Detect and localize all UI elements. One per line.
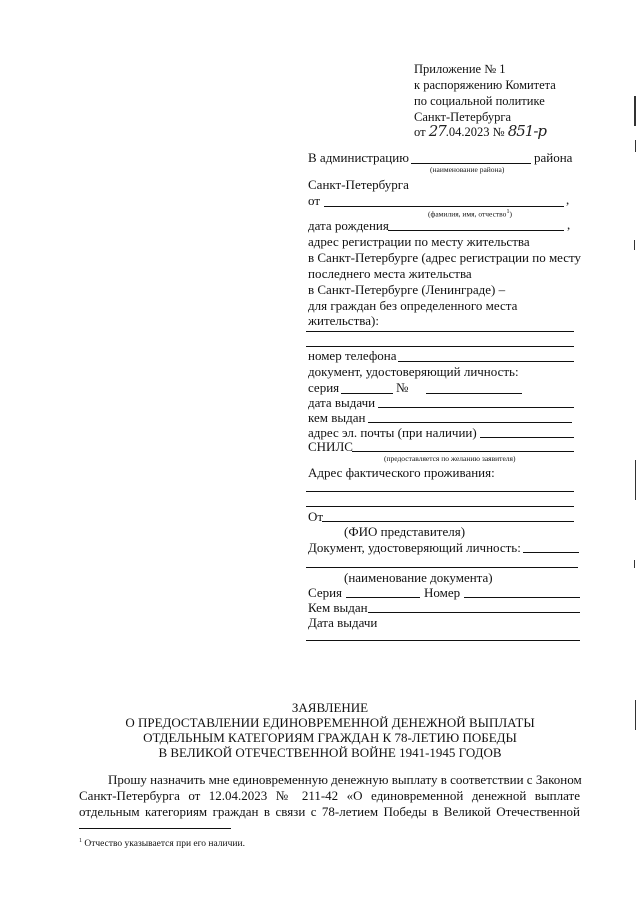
to-admin-label: В администрацию (308, 150, 409, 165)
scan-edge-mark (635, 140, 636, 152)
rep-series-field (346, 597, 420, 598)
snils-hint: (предоставляется по желанию заявителя) (384, 454, 516, 463)
statement-subtitle-1: О ПРЕДОСТАВЛЕНИИ ЕДИНОВРЕМЕННОЙ ДЕНЕЖНОЙ ВЫПЛАТЫ (125, 715, 535, 730)
footnote-divider (79, 828, 231, 829)
rep-identity-doc-label: Документ, удостоверяющий личность: (308, 540, 521, 555)
statement-title: ЗАЯВЛЕНИЕ (291, 700, 369, 715)
footnote-text: Отчество указывается при его наличии. (82, 839, 245, 850)
number-handwritten: 851-р (507, 122, 547, 140)
actual-address-field-2 (306, 506, 574, 507)
appendix-date-line (414, 124, 546, 140)
rayon-field (411, 163, 531, 164)
phone-label: номер телефона (308, 348, 397, 363)
email-label: адрес эл. почты (при наличии) (308, 425, 477, 440)
address-line-1: адрес регистрации по месту жительства (308, 234, 530, 249)
rep-issued-by-label: Кем выдан (308, 600, 368, 615)
address-line-2: в Санкт-Петербурге (адрес регистрации по месту (308, 250, 582, 265)
appendix-line-4: Санкт-Петербурга (414, 110, 512, 124)
body-line-3: отдельным категориям граждан в связи с 78-летием Победы в Великой Отечественной (79, 804, 580, 819)
spb-label: Санкт-Петербурга (308, 177, 409, 192)
body-line-2: Санкт-Петербурга от 12.04.2023 № 211-42 «О единовременной денежной выплате (79, 788, 580, 803)
appendix-line-1: Приложение № 1 (414, 62, 506, 76)
date-rest: .04.2023 № (445, 125, 505, 139)
appendix-line-3: по социальной политике (414, 94, 545, 108)
scan-edge-mark (634, 96, 636, 126)
rep-number-field (464, 597, 580, 598)
rep-series-label: Серия (308, 585, 343, 600)
scan-edge-mark (635, 460, 636, 500)
rep-ot-label: От (308, 509, 324, 524)
footnote-mark: 1 (79, 838, 82, 844)
fio-comma: , (566, 192, 570, 207)
snils-field (352, 451, 574, 452)
actual-address-label: Адрес фактического проживания: (308, 465, 495, 480)
phone-field (398, 361, 574, 362)
issue-date-label: дата выдачи (308, 395, 376, 410)
number-sign: № (396, 380, 409, 395)
appendix-line-2: к распоряжению Комитета (414, 78, 556, 92)
scan-edge-mark (634, 560, 635, 568)
birth-date-label: дата рождения (308, 218, 389, 233)
address-field-2 (306, 346, 574, 347)
issue-date-field (378, 407, 574, 408)
footnote (79, 836, 245, 850)
birth-date-field (388, 230, 564, 231)
email-field (480, 437, 574, 438)
scan-edge-mark (635, 700, 636, 730)
rep-doc-name-field (306, 567, 578, 568)
scan-edge-mark (634, 240, 635, 250)
series-field (341, 393, 393, 394)
rep-fio-hint: (ФИО представителя) (344, 524, 466, 539)
rep-identity-doc-field (523, 552, 579, 553)
issued-by-field (368, 422, 572, 423)
rep-issue-date-field (306, 640, 580, 641)
address-line-4: в Санкт-Петербурге (Ленинграде) – (308, 282, 506, 297)
address-line-3: последнего места жительства (308, 266, 472, 281)
rep-fio-field (322, 521, 574, 522)
issued-by-label: кем выдан (308, 410, 366, 425)
rep-number-label: Номер (424, 585, 461, 600)
fio-hint: (фамилия, имя, отчество$^1$) (428, 209, 512, 219)
series-label: серия (308, 380, 340, 395)
birth-date-comma: , (567, 217, 571, 232)
identity-doc-label: документ, удостоверяющий личность: (308, 364, 519, 379)
address-line-5: для граждан без определенного места (308, 298, 518, 313)
address-line-6: жительства): (308, 313, 379, 328)
rep-doc-name-hint: (наименование документа) (344, 570, 493, 585)
body-line-1: Прошу назначить мне единовременную денежную выплату в соответствии с Законом (108, 772, 582, 787)
fio-field (324, 206, 564, 207)
date-prefix: от (414, 125, 426, 139)
ot-label: от (308, 193, 321, 208)
rep-issued-by-field (368, 612, 580, 613)
rayon-hint: (наименование района) (430, 165, 505, 174)
statement-subtitle-2: ОТДЕЛЬНЫМ КАТЕГОРИЯМ ГРАЖДАН К 78-ЛЕТИЮ ПОБЕДЫ (143, 730, 517, 745)
statement-subtitle-3: В ВЕЛИКОЙ ОТЕЧЕСТВЕННОЙ ВОЙНЕ 1941-1945 ГОДОВ (158, 745, 502, 760)
actual-address-field-1 (306, 491, 574, 492)
date-handwritten: 27 (428, 122, 446, 140)
snils-label: СНИЛС (308, 439, 353, 454)
address-field-1 (306, 331, 574, 332)
rayona-label: района (534, 150, 573, 165)
rep-issue-date-label: Дата выдачи (308, 615, 378, 630)
doc-number-field (426, 393, 522, 394)
